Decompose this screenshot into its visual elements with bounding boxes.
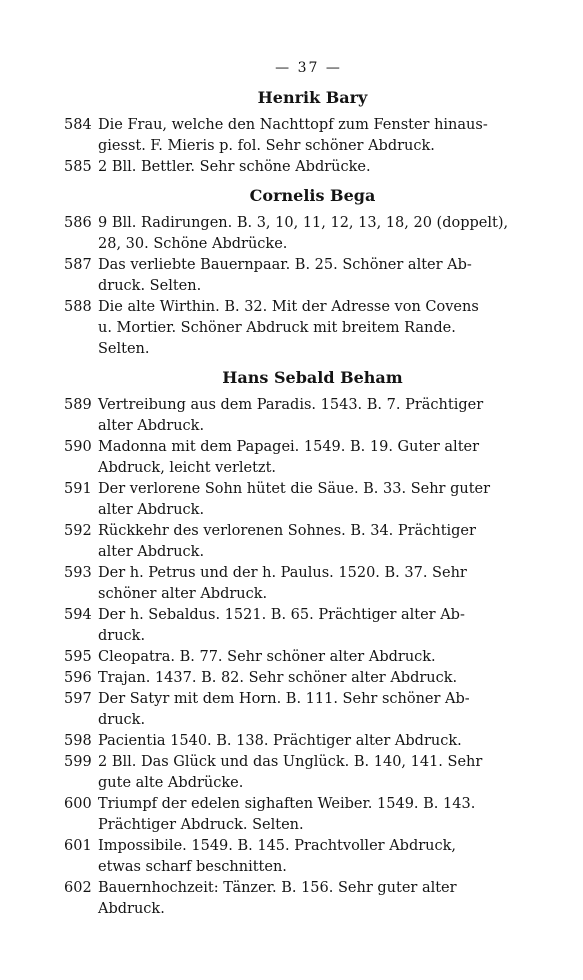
entry-text: Der Satyr mit dem Horn. B. 111. Sehr schöner Ab- druck.: [98, 691, 470, 728]
entry-text: Pacientia 1540. B. 138. Prächtiger alter Abdruck.: [98, 733, 462, 749]
entry-number: 602: [64, 880, 92, 896]
entry-number: 598: [64, 733, 92, 749]
entry-text: Der h. Sebaldus. 1521. B. 65. Prächtiger alter Ab- druck.: [98, 607, 465, 644]
entry-text: Cleopatra. B. 77. Sehr schöner alter Abdruck.: [98, 649, 436, 665]
entry-text: Impossibile. 1549. B. 145. Prachtvoller Abdruck, etwas scharf beschnitten.: [98, 838, 457, 875]
catalog-entry: [64, 731, 533, 752]
catalog-entry: [64, 521, 533, 563]
section-bega: [64, 186, 533, 360]
catalog-entry: [64, 794, 533, 836]
catalog-entry: [64, 689, 533, 731]
catalog-entry: [64, 479, 533, 521]
entry-number: 596: [64, 670, 92, 686]
catalog-entry: [64, 836, 533, 878]
entry-number: 589: [64, 397, 92, 413]
section-beham: [64, 368, 533, 920]
entry-number: 593: [64, 565, 92, 581]
page-number: — 37 —: [275, 60, 342, 76]
catalog-entry: [64, 255, 533, 297]
entry-number: 587: [64, 257, 92, 273]
catalog-entry: [64, 605, 533, 647]
catalog-entry: [64, 437, 533, 479]
entry-text: Der verlorene Sohn hütet die Säue. B. 33. Sehr guter alter Abdruck.: [98, 481, 491, 518]
catalog-entry: [64, 668, 533, 689]
entry-text: Madonna mit dem Papagei. 1549. B. 19. Guter alter Abdruck, leicht verletzt.: [98, 439, 480, 476]
entry-number: 588: [64, 299, 92, 315]
entry-number: 585: [64, 159, 92, 175]
catalog-entry: [64, 213, 533, 255]
entry-number: 599: [64, 754, 92, 770]
entry-text: Der h. Petrus und der h. Paulus. 1520. B. 37. Sehr schöner alter Abdruck.: [98, 565, 467, 602]
entry-number: 586: [64, 215, 92, 231]
entry-text: 2 Bll. Das Glück und das Unglück. B. 140, 141. Sehr gute alte Abdrücke.: [98, 754, 483, 791]
catalog-entry: [64, 647, 533, 668]
catalog-entry: [64, 395, 533, 437]
entry-text: Rückkehr des verlorenen Sohnes. B. 34. Prächtiger alter Abdruck.: [98, 523, 476, 560]
section-heading: Henrik Bary: [257, 88, 368, 107]
entry-text: 9 Bll. Radirungen. B. 3, 10, 11, 12, 13, 18, 20 (doppelt), 28, 30. Schöne Abdrücke.: [98, 215, 509, 252]
section-heading: Cornelis Bega: [249, 186, 376, 205]
entry-number: 592: [64, 523, 92, 539]
catalog-entry: [64, 297, 533, 360]
entry-number: 595: [64, 649, 92, 665]
entry-number: 594: [64, 607, 92, 623]
entry-number: 600: [64, 796, 92, 812]
entry-number: 601: [64, 838, 92, 854]
catalog-entry: [64, 115, 533, 157]
entry-text: Triumpf der edelen sighaften Weiber. 1549. B. 143. Prächtiger Abdruck. Selten.: [98, 796, 476, 833]
entry-text: Trajan. 1437. B. 82. Sehr schöner alter Abdruck.: [98, 670, 458, 686]
entry-text: Die alte Wirthin. B. 32. Mit der Adresse von Covens u. Mortier. Schöner Abdruck mit breitem Rande. Selten.: [98, 299, 479, 357]
section-bary: [64, 88, 533, 178]
catalog-entry: [64, 157, 533, 178]
entry-text: Das verliebte Bauernpaar. B. 25. Schöner alter Ab- druck. Selten.: [98, 257, 472, 294]
entry-text: Bauernhochzeit: Tänzer. B. 156. Sehr guter alter Abdruck.: [98, 880, 457, 917]
catalog-entry: [64, 878, 533, 920]
catalog-entry: [64, 563, 533, 605]
entry-number: 597: [64, 691, 92, 707]
section-heading: Hans Sebald Beham: [222, 368, 403, 387]
entry-text: Die Frau, welche den Nachttopf zum Fenster hinaus- giesst. F. Mieris p. fol. Sehr schöner Abdruck.: [98, 117, 488, 154]
entry-number: 591: [64, 481, 92, 497]
entry-number: 590: [64, 439, 92, 455]
entry-number: 584: [64, 117, 92, 133]
entry-text: 2 Bll. Bettler. Sehr schöne Abdrücke.: [98, 159, 371, 175]
entry-text: Vertreibung aus dem Paradis. 1543. B. 7. Prächtiger alter Abdruck.: [98, 397, 484, 434]
catalog-entry: [64, 752, 533, 794]
